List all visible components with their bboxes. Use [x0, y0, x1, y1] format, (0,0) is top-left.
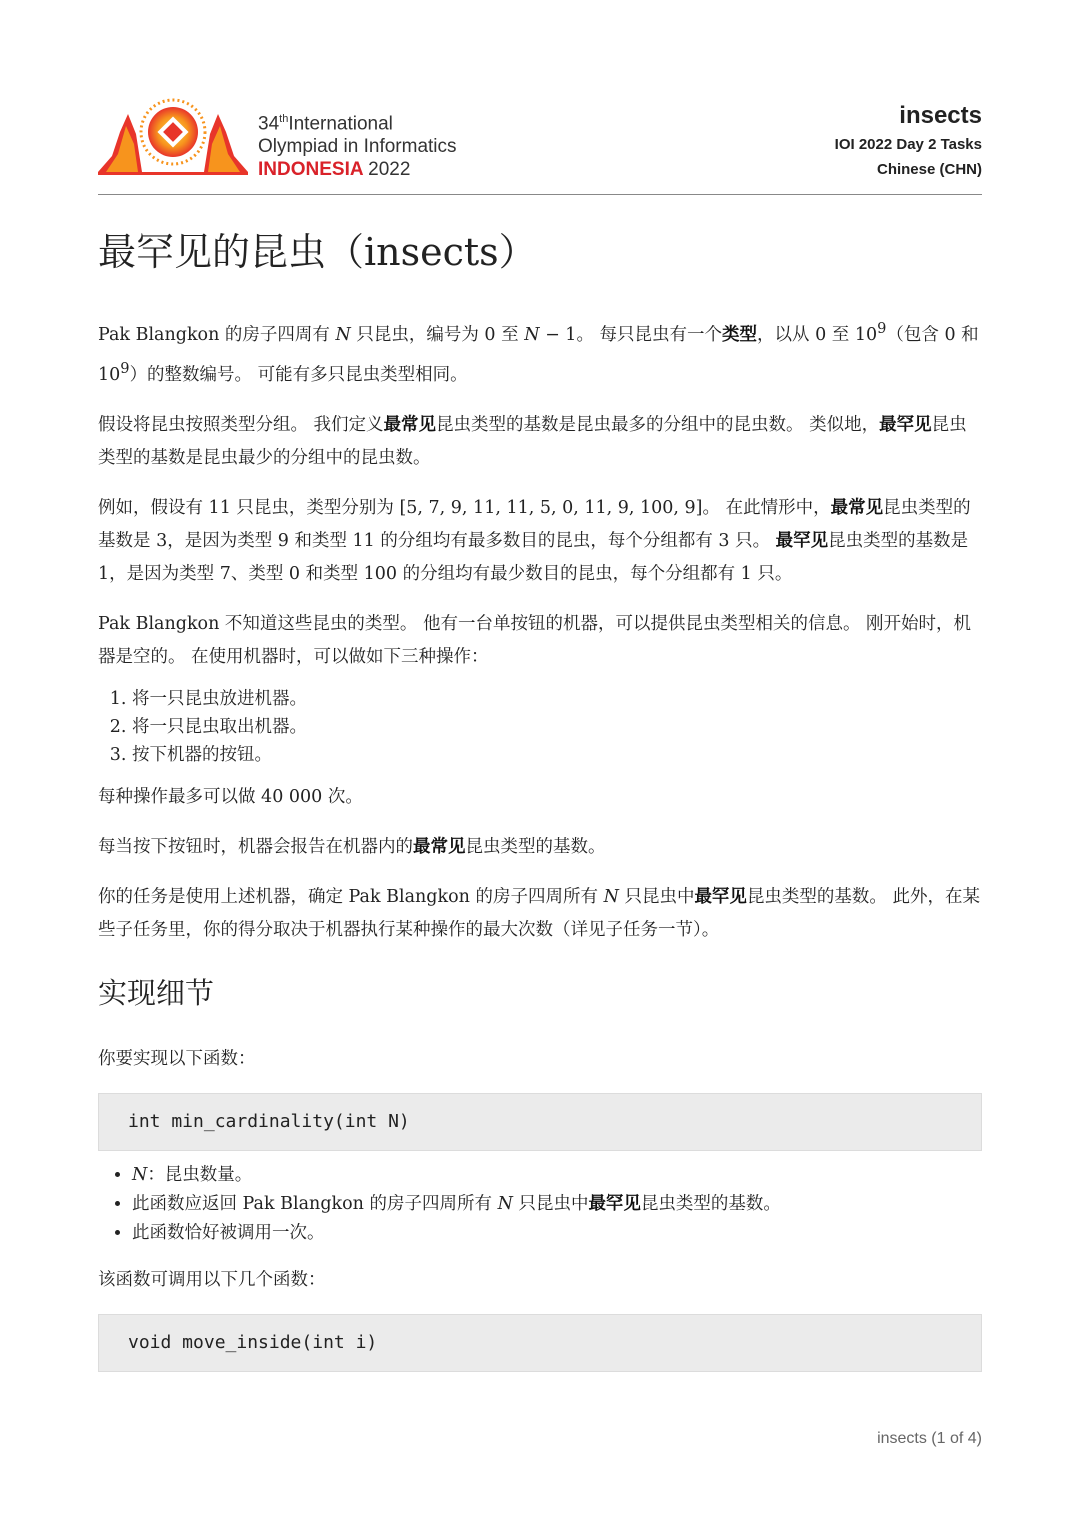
paragraph-machine: Pak Blangkon 不知道这些昆虫的类型。 他有一台单按钮的机器，可以提供昆虫类型相关的信息。 刚开始时，机器是空的。 在使用机器时，可以做如下三种操作：: [98, 613, 972, 667]
paragraph-callable: 该函数可调用以下几个函数：: [98, 1269, 326, 1290]
paragraph-task: 你的任务是使用上述机器，确定 Pak Blangkon 的房子四周所有 N 只昆虫中最罕见昆虫类型的基数。 此外，在某些子任务里，你的得分取决于机器执行某种操作的最大次数（详见子任务一节）。: [98, 886, 980, 940]
list-item: 1. 将一只昆虫放进机器。: [132, 685, 982, 713]
list-item: 2. 将一只昆虫取出机器。: [132, 713, 982, 741]
list-item: 3. 按下机器的按钮。: [132, 741, 982, 769]
code-block: int min_cardinality(int N): [98, 1093, 982, 1151]
list-item: • 此函数恰好被调用一次。: [132, 1219, 982, 1248]
header-task-info: [835, 100, 982, 182]
paragraph-limit: 每种操作最多可以做 40 000 次。: [98, 786, 363, 807]
paragraph-intro: Pak Blangkon 的房子四周有 N 只昆虫，编号为 0 至 N − 1。 每只昆虫有一个类型，以从 0 至 $10^9$（包含 0 和 $10^9$）的整数编号。 可能有多只昆虫类型相同。: [98, 320, 979, 385]
paragraph-example: 例如，假设有 11 只昆虫，类型分别为 [5, 7, 9, 11, 11, 5, 0, 11, 9, 100, 9]。 在此情形中，最常见昆虫类型的基数是 3，是因为类型 9 和类型 11 的分组均有最多数目的昆虫，每个分组都有 3 只。 最罕见昆虫类型的基数是 1，是因为类型 7、类型 0 和类型 100 的分组均有最少数目的昆虫，每个分组都有 1 只。: [98, 497, 971, 584]
paragraph-implement: 你要实现以下函数：: [98, 1048, 256, 1069]
paragraph-definition: 假设将昆虫按照类型分组。 我们定义最常见昆虫类型的基数是昆虫最多的分组中的昆虫数。 类似地，最罕见昆虫类型的基数是昆虫最少的分组中的昆虫数。: [98, 414, 967, 468]
logo-text: 34thInternational Olympiad in Informatics INDONESIA 2022: [258, 113, 457, 181]
code-block: void move_inside(int i): [98, 1314, 982, 1372]
language-label: Chinese (CHN): [876, 161, 982, 178]
page-title: 最罕见的昆虫（insects）: [98, 230, 537, 274]
page-header: [98, 96, 982, 195]
bullet-list: [98, 1161, 982, 1248]
list-item: • N：昆虫数量。: [132, 1161, 982, 1190]
paragraph-button: 每当按下按钮时，机器会报告在机器内的最常见昆虫类型的基数。: [98, 836, 606, 857]
contest-name: IOI 2022 Day 2 Tasks: [834, 136, 982, 153]
task-name: insects: [899, 102, 982, 129]
ioi-logo-icon: [98, 96, 248, 176]
section-title: 实现细节: [98, 975, 215, 1010]
page-footer: insects (1 of 4): [877, 1430, 982, 1447]
list-item: • 此函数应返回 Pak Blangkon 的房子四周所有 N 只昆虫中最罕见昆虫类型的基数。: [132, 1190, 982, 1219]
operations-list: [98, 685, 982, 769]
page-content: [98, 222, 982, 1392]
